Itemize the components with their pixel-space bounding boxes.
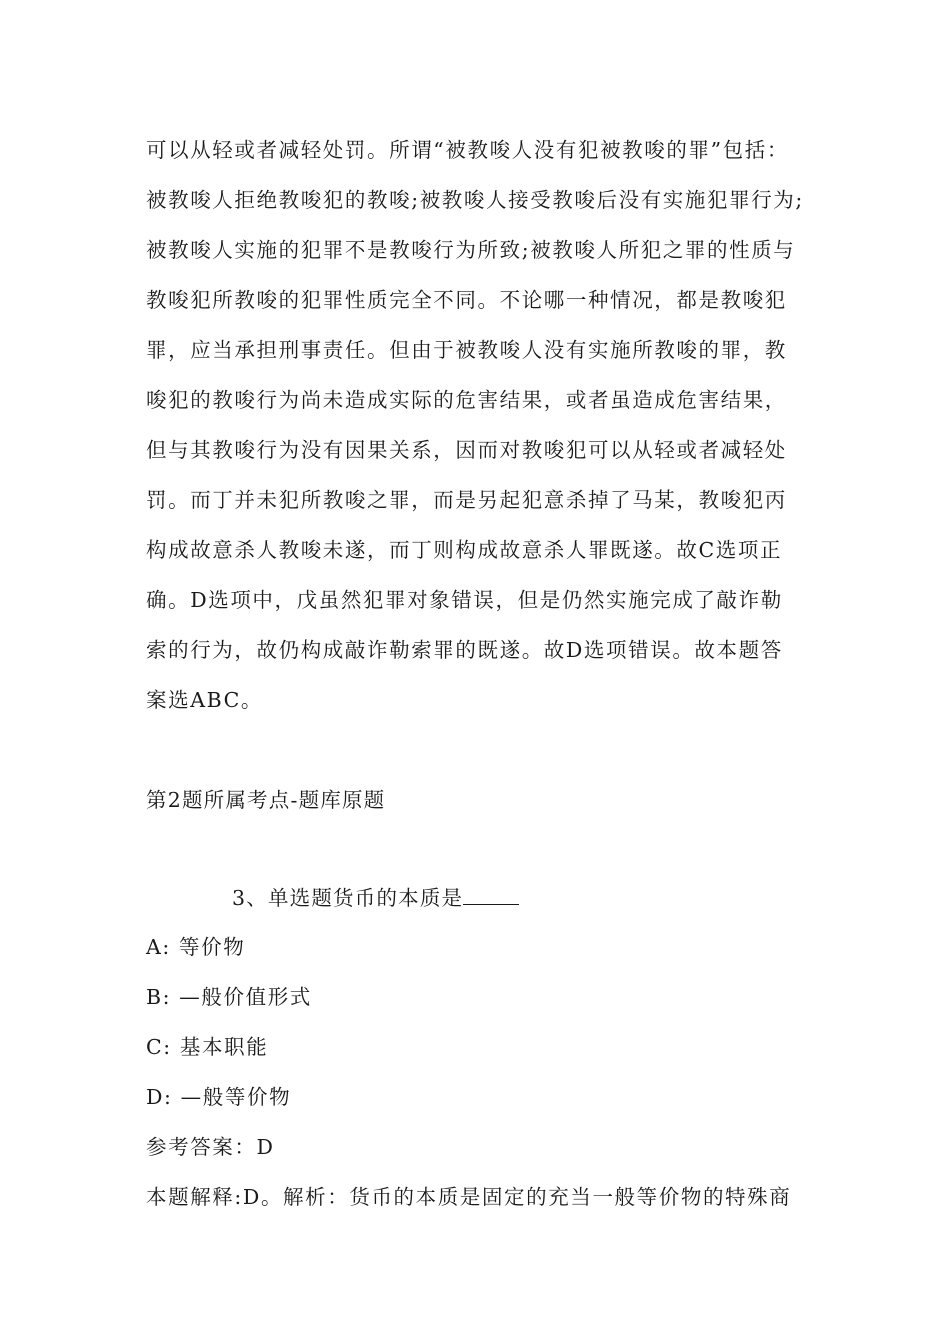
question-stem xyxy=(232,880,519,916)
question-text: 3、单选题货币的本质是 xyxy=(232,886,464,910)
option-c xyxy=(146,1029,811,1079)
paragraph-line: 教唆犯所教唆的犯罪性质完全不同。不论哪一种情况，都是教唆犯 xyxy=(146,288,787,312)
paragraph-line: 案选ABC。 xyxy=(146,688,264,712)
option-text: —般等价物 xyxy=(180,1085,292,1109)
paragraph-line: 索的行为，故仍构成敲诈勒索罪的既遂。故D选项错误。故本题答 xyxy=(146,638,783,662)
paragraph-line: 但与其教唆行为没有因果关系，因而对教唆犯可以从轻或者减轻处 xyxy=(146,438,787,462)
answer-blank xyxy=(463,882,519,905)
paragraph-line: 罚。而丁并未犯所教唆之罪，而是另起犯意杀掉了马某，教唆犯丙 xyxy=(146,488,787,512)
option-key: A: xyxy=(146,935,171,959)
option-text: 等价物 xyxy=(179,935,246,959)
option-list xyxy=(146,929,811,1129)
option-key: B: xyxy=(146,985,172,1009)
option-key: C: xyxy=(146,1035,172,1059)
option-a xyxy=(146,929,811,979)
option-b xyxy=(146,979,811,1029)
paragraph-line: 确。D选项中，戊虽然犯罪对象错误，但是仍然实施完成了敲诈勒 xyxy=(146,588,783,612)
section-label: 第2题所属考点-题库原题 xyxy=(146,788,386,812)
paragraph-line: 罪，应当承担刑事责任。但由于被教唆人没有实施所教唆的罪，教 xyxy=(146,338,787,362)
paragraph-line: 唆犯的教唆行为尚未造成实际的危害结果，或者虽造成危害结果， xyxy=(146,388,787,412)
paragraph-line: 被教唆人拒绝教唆犯的教唆;被教唆人接受教唆后没有实施犯罪行为; xyxy=(146,188,804,212)
paragraph-line: 可以从轻或者减轻处罚。所谓“被教唆人没有犯被教唆的罪”包括： xyxy=(146,138,789,162)
explanation-paragraph xyxy=(146,132,811,732)
option-text: —般价值形式 xyxy=(179,985,312,1009)
paragraph-line: 被教唆人实施的犯罪不是教唆行为所致;被教唆人所犯之罪的性质与 xyxy=(146,238,796,262)
option-d xyxy=(146,1079,811,1129)
option-key: D: xyxy=(146,1085,173,1109)
answer-explanation: 本题解释:D。解析：货币的本质是固定的充当一般等价物的特殊商 xyxy=(146,1185,792,1209)
paragraph-line: 构成故意杀人教唆未遂，而丁则构成故意杀人罪既遂。故C选项正 xyxy=(146,538,783,562)
reference-answer: 参考答案：D xyxy=(146,1135,275,1159)
option-text: 基本职能 xyxy=(179,1035,269,1059)
